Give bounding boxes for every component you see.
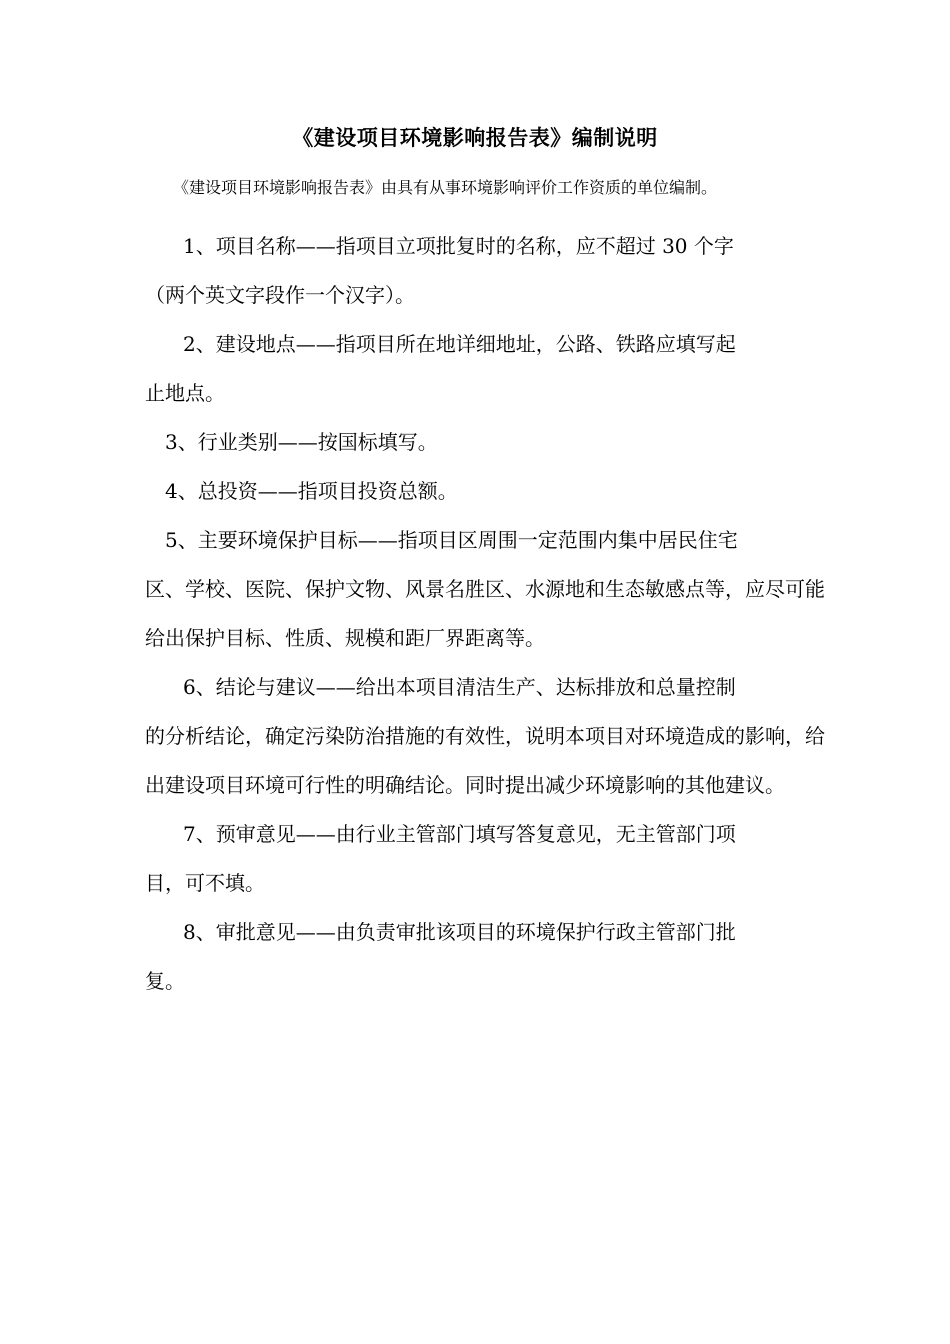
instruction-item-6-continuation: 的分析结论，确定污染防治措施的有效性，说明本项目对环境造成的影响，给出建设项目环境可行性的明确结论。同时提出减少环境影响的其他建议。: [145, 724, 825, 797]
instruction-item-1-continuation: （两个英文字段作一个汉字）。: [145, 283, 415, 307]
instruction-item-7: [145, 810, 825, 908]
instruction-item-5-continuation: 区、学校、医院、保护文物、风景名胜区、水源地和生态敏感点等，应尽可能给出保护目标、性质、规模和距厂界距离等。: [145, 577, 825, 650]
instruction-item-1-first-line: 1、项目名称——指项目立项批复时的名称，应不超过 30 个字: [183, 234, 734, 258]
instruction-item-8: [145, 908, 825, 1006]
instruction-item-2: [145, 320, 825, 418]
instruction-item-8-first-line: 8、审批意见——由负责审批该项目的环境保护行政主管部门批: [183, 920, 736, 944]
instruction-item-6: [145, 663, 825, 810]
instruction-item-1: [145, 222, 825, 320]
instruction-item-5: [145, 516, 825, 663]
instruction-item-6-first-line: 6、结论与建议——给出本项目清洁生产、达标排放和总量控制: [183, 675, 736, 699]
instruction-item-8-continuation: 复。: [145, 969, 185, 993]
instruction-item-2-first-line: 2、建设地点——指项目所在地详细地址，公路、铁路应填写起: [183, 332, 736, 356]
document-subtitle: 《建设项目环境影响报告表》由具有从事环境影响评价工作资质的单位编制。: [173, 178, 718, 197]
instruction-item-7-first-line: 7、预审意见——由行业主管部门填写答复意见，无主管部门项: [183, 822, 736, 846]
instruction-item-5-first-line: 5、主要环境保护目标——指项目区周围一定范围内集中居民住宅: [165, 528, 738, 552]
instruction-item-4: [145, 467, 825, 516]
instruction-list: [145, 222, 825, 1006]
instruction-item-4-first-line: 4、总投资——指项目投资总额。: [165, 479, 458, 503]
instruction-item-7-continuation: 目，可不填。: [145, 871, 265, 895]
instruction-item-3-first-line: 3、行业类别——按国标填写。: [165, 430, 438, 454]
instruction-item-2-continuation: 止地点。: [145, 381, 225, 405]
document-title: 《建设项目环境影响报告表》编制说明: [292, 125, 658, 150]
instruction-item-3: [145, 418, 825, 467]
